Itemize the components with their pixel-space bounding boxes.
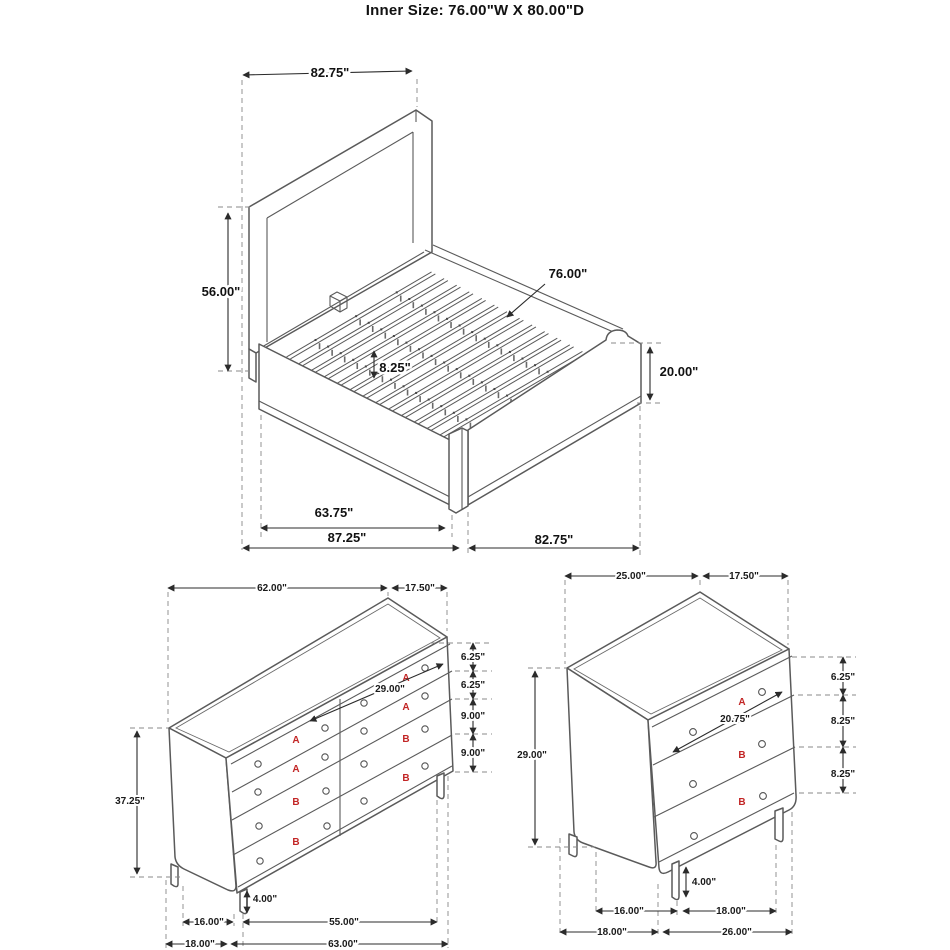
dresser-dim-top-width: 62.00" — [257, 583, 287, 594]
dresser-dim-inner-width: 29.00" — [375, 684, 405, 695]
dresser-drawer-label: A — [292, 735, 300, 746]
nightstand-dim-top-width: 25.00" — [616, 571, 646, 582]
bed-dim-overall-width: 82.75" — [534, 532, 574, 547]
nightstand-dim-leg-spacing-back: 16.00" — [614, 906, 644, 917]
dresser-dim-drawer-4: 9.00" — [460, 748, 486, 759]
dresser-drawer-label: A — [402, 673, 410, 684]
nightstand-dim-drawer-1: 6.25" — [830, 672, 856, 683]
dresser-drawer-label: A — [292, 764, 300, 775]
dresser-dim-side-depth: 18.00" — [185, 939, 215, 950]
bed-headboard — [249, 110, 432, 353]
nightstand-drawer-label: A — [738, 697, 746, 708]
nightstand-dim-leg-height: 4.00" — [691, 877, 717, 888]
nightstand-dim-top-depth: 17.50" — [729, 571, 759, 582]
bed-dim-width-top: 82.75" — [310, 65, 350, 80]
dresser-dim-drawer-1: 6.25" — [460, 652, 486, 663]
nightstand-dim-side-depth: 18.00" — [597, 927, 627, 938]
bed-corner-post — [449, 428, 468, 513]
dresser-dim-drawer-span: 55.00" — [329, 917, 359, 928]
dresser-dim-leg-spacing: 16.00" — [194, 917, 224, 928]
dresser-dim-height: 37.25" — [115, 796, 145, 807]
bed-dim-overall-length: 87.25" — [327, 530, 367, 545]
dresser-dim-leg-height: 4.00" — [252, 894, 278, 905]
nightstand-drawing — [517, 571, 856, 938]
nightstand-dim-height: 29.00" — [517, 750, 547, 761]
dresser-drawer-label: B — [402, 773, 410, 784]
nightstand-dim-drawer-2: 8.25" — [830, 716, 856, 727]
dresser-drawer-label: B — [402, 734, 410, 745]
dresser-drawer-label: B — [292, 797, 300, 808]
bed-drawing — [202, 65, 699, 556]
dresser-dim-top-depth: 17.50" — [405, 583, 435, 594]
bed-dim-footboard-height: 20.00" — [659, 364, 699, 379]
bed-dim-headboard-height: 56.00" — [201, 284, 241, 299]
nightstand-dim-leg-spacing-front: 18.00" — [716, 906, 746, 917]
bed-dim-slat-clearance: 8.25" — [379, 360, 411, 375]
nightstand-dim-overall-width: 26.00" — [722, 927, 752, 938]
dresser-dim-drawer-2: 6.25" — [460, 680, 486, 691]
nightstand-drawer-label: B — [738, 750, 746, 761]
page-title: Inner Size: 76.00"W X 80.00"D — [365, 2, 585, 19]
dresser-drawer-label: A — [402, 702, 410, 713]
bed-dim-slat-width: 76.00" — [548, 266, 588, 281]
dresser-dim-overall-width: 63.00" — [328, 939, 358, 950]
dresser-drawing — [115, 583, 492, 950]
dresser-drawer-label: B — [292, 837, 300, 848]
nightstand-dim-drawer-3: 8.25" — [830, 769, 856, 780]
nightstand-dim-inner-width: 20.75" — [720, 714, 750, 725]
dresser-dim-drawer-3: 9.00" — [460, 711, 486, 722]
bed-footboard — [468, 330, 641, 505]
bed-side-rail — [259, 344, 450, 505]
bed-dim-inner-length: 63.75" — [314, 505, 354, 520]
nightstand-drawer-label: B — [738, 797, 746, 808]
